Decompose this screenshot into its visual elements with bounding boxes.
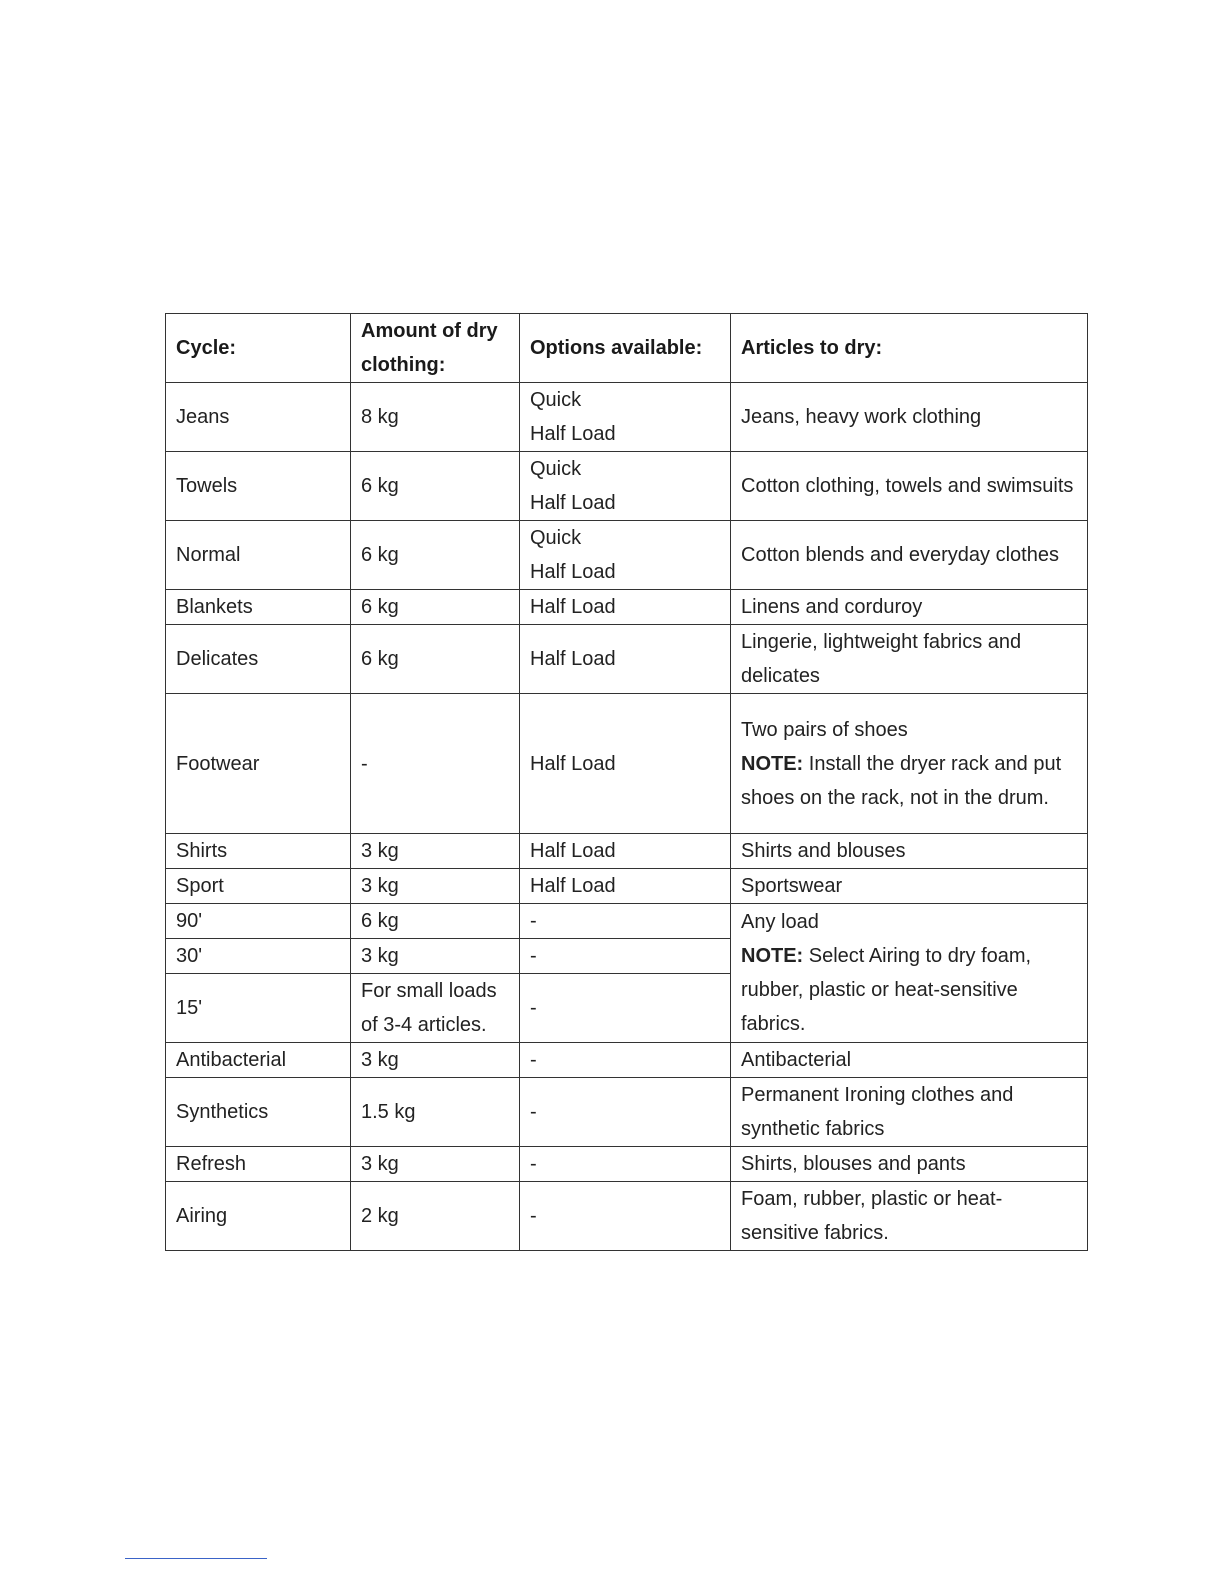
table-row xyxy=(166,1078,1088,1147)
cell-options: Half Load xyxy=(520,834,731,869)
note-label: NOTE: xyxy=(741,945,804,967)
table-row xyxy=(166,452,1088,521)
cell-amount: 6 kg xyxy=(351,904,520,939)
cell-options: - xyxy=(520,1182,731,1251)
table-row xyxy=(166,521,1088,590)
cell-amount: 3 kg xyxy=(351,939,520,974)
cell-amount: For small loads of 3-4 articles. xyxy=(351,974,520,1043)
cell-articles: Linens and corduroy xyxy=(731,590,1088,625)
cell-articles: Lingerie, lightweight fabrics and delicates xyxy=(731,625,1088,694)
header-articles: Articles to dry: xyxy=(731,314,1088,383)
header-amount: Amount of dry clothing: xyxy=(351,314,520,383)
cell-options xyxy=(520,383,731,452)
cell-options xyxy=(520,521,731,590)
header-options: Options available: xyxy=(520,314,731,383)
cell-cycle: Synthetics xyxy=(166,1078,351,1147)
cell-amount: 3 kg xyxy=(351,1147,520,1182)
cell-articles: Sportswear xyxy=(731,869,1088,904)
cell-cycle: Sport xyxy=(166,869,351,904)
cell-amount: 2 kg xyxy=(351,1182,520,1251)
table-row xyxy=(166,694,1088,834)
cell-cycle: Towels xyxy=(166,452,351,521)
header-cycle: Cycle: xyxy=(166,314,351,383)
cell-cycle: Delicates xyxy=(166,625,351,694)
table-row xyxy=(166,590,1088,625)
cell-options: - xyxy=(520,904,731,939)
option-item: Quick xyxy=(530,458,582,480)
drying-cycles-table xyxy=(165,313,1088,1251)
cell-options xyxy=(520,452,731,521)
table-row xyxy=(166,1147,1088,1182)
cell-articles xyxy=(731,694,1088,834)
cell-cycle: 30' xyxy=(166,939,351,974)
cell-articles: Permanent Ironing clothes and synthetic fabrics xyxy=(731,1078,1088,1147)
articles-text: Two pairs of shoes xyxy=(741,718,908,741)
table-row xyxy=(166,1043,1088,1078)
cell-articles: Foam, rubber, plastic or heat-sensitive fabrics. xyxy=(731,1182,1088,1251)
cell-amount: 6 kg xyxy=(351,590,520,625)
table-row xyxy=(166,383,1088,452)
cell-options: Half Load xyxy=(520,694,731,834)
header-row xyxy=(166,314,1088,383)
option-item: Half Load xyxy=(530,423,616,445)
cell-articles xyxy=(731,904,1088,1043)
option-item: Quick xyxy=(530,527,582,549)
cell-options: - xyxy=(520,974,731,1043)
cell-cycle: Normal xyxy=(166,521,351,590)
cell-options: Half Load xyxy=(520,625,731,694)
cell-amount: 3 kg xyxy=(351,834,520,869)
cell-amount: 6 kg xyxy=(351,452,520,521)
cell-options: - xyxy=(520,939,731,974)
option-item: Quick xyxy=(530,389,582,411)
footnote-separator xyxy=(125,1558,267,1559)
cell-amount: 3 kg xyxy=(351,869,520,904)
cell-cycle: Blankets xyxy=(166,590,351,625)
note-label: NOTE: xyxy=(741,752,804,775)
cell-cycle: 90' xyxy=(166,904,351,939)
cell-cycle: Footwear xyxy=(166,694,351,834)
cell-amount: 8 kg xyxy=(351,383,520,452)
cell-amount: 6 kg xyxy=(351,521,520,590)
table-row xyxy=(166,834,1088,869)
cell-articles: Cotton clothing, towels and swimsuits xyxy=(731,452,1088,521)
cell-options: - xyxy=(520,1147,731,1182)
cell-options: Half Load xyxy=(520,590,731,625)
cell-articles: Jeans, heavy work clothing xyxy=(731,383,1088,452)
option-item: Half Load xyxy=(530,561,616,583)
option-item: Half Load xyxy=(530,492,616,514)
cell-options: - xyxy=(520,1078,731,1147)
cell-cycle: 15' xyxy=(166,974,351,1043)
cell-amount: 1.5 kg xyxy=(351,1078,520,1147)
cell-cycle: Airing xyxy=(166,1182,351,1251)
cell-amount: 3 kg xyxy=(351,1043,520,1078)
note-text: Select Airing to dry foam, rubber, plastic or heat-sensitive fabrics. xyxy=(741,945,1032,1035)
cell-articles: Cotton blends and everyday clothes xyxy=(731,521,1088,590)
cell-options: Half Load xyxy=(520,869,731,904)
articles-text: Any load xyxy=(741,911,819,933)
cell-articles: Shirts, blouses and pants xyxy=(731,1147,1088,1182)
cell-articles: Antibacterial xyxy=(731,1043,1088,1078)
note-text: Install the dryer rack and put shoes on the rack, not in the drum. xyxy=(741,752,1062,809)
cell-cycle: Refresh xyxy=(166,1147,351,1182)
cell-options: - xyxy=(520,1043,731,1078)
cell-articles: Shirts and blouses xyxy=(731,834,1088,869)
cell-amount: - xyxy=(351,694,520,834)
table-row xyxy=(166,625,1088,694)
table-row xyxy=(166,904,1088,939)
table-row xyxy=(166,869,1088,904)
cell-cycle: Antibacterial xyxy=(166,1043,351,1078)
cell-amount: 6 kg xyxy=(351,625,520,694)
cell-cycle: Jeans xyxy=(166,383,351,452)
table-row xyxy=(166,1182,1088,1251)
cell-cycle: Shirts xyxy=(166,834,351,869)
